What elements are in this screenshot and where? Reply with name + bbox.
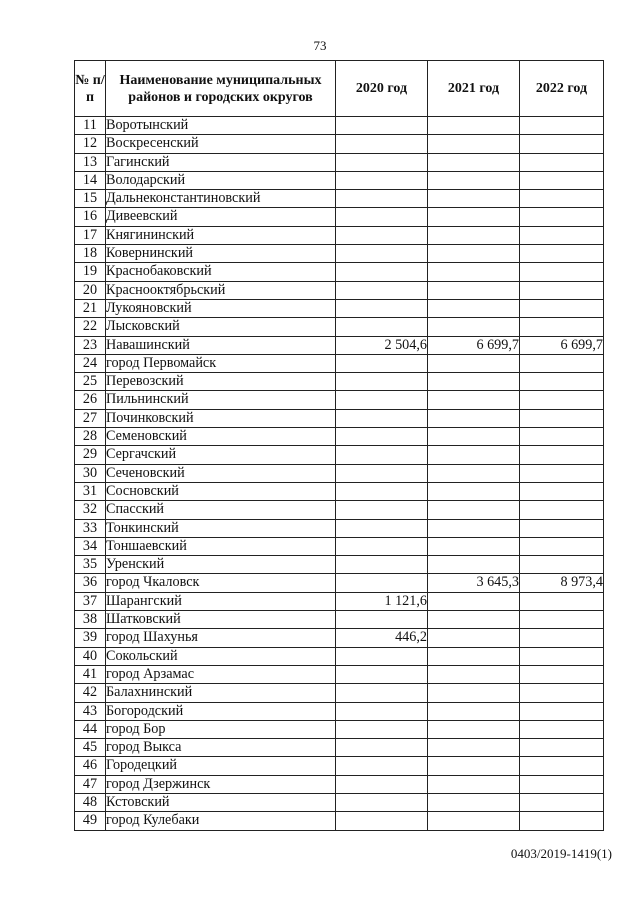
value-2020 bbox=[336, 647, 428, 665]
value-2021 bbox=[428, 757, 520, 775]
value-2022 bbox=[520, 665, 604, 683]
municipality-name: Лысковский bbox=[106, 318, 336, 336]
row-number: 16 bbox=[75, 208, 106, 226]
value-2022 bbox=[520, 446, 604, 464]
row-number: 22 bbox=[75, 318, 106, 336]
value-2020: 446,2 bbox=[336, 629, 428, 647]
table-row bbox=[75, 757, 604, 775]
value-2020 bbox=[336, 245, 428, 263]
table-row bbox=[75, 684, 604, 702]
value-2021 bbox=[428, 428, 520, 446]
value-2022 bbox=[520, 354, 604, 372]
municipality-name: город Чкаловск bbox=[106, 574, 336, 592]
municipality-name: Богородский bbox=[106, 702, 336, 720]
municipality-name: Шатковский bbox=[106, 611, 336, 629]
row-number: 43 bbox=[75, 702, 106, 720]
value-2020 bbox=[336, 757, 428, 775]
row-number: 35 bbox=[75, 556, 106, 574]
table-row bbox=[75, 428, 604, 446]
value-2022 bbox=[520, 812, 604, 830]
municipality-name: город Арзамас bbox=[106, 665, 336, 683]
value-2021 bbox=[428, 409, 520, 427]
row-number: 29 bbox=[75, 446, 106, 464]
table-row bbox=[75, 153, 604, 171]
value-2022 bbox=[520, 519, 604, 537]
value-2020 bbox=[336, 611, 428, 629]
municipality-name: Краснооктябрьский bbox=[106, 281, 336, 299]
value-2021 bbox=[428, 391, 520, 409]
value-2021 bbox=[428, 153, 520, 171]
municipality-name: Княгининский bbox=[106, 226, 336, 244]
table-body bbox=[75, 117, 604, 831]
table-row bbox=[75, 501, 604, 519]
row-number: 31 bbox=[75, 482, 106, 500]
value-2020: 2 504,6 bbox=[336, 336, 428, 354]
value-2022: 8 973,4 bbox=[520, 574, 604, 592]
value-2021 bbox=[428, 501, 520, 519]
value-2022 bbox=[520, 775, 604, 793]
value-2021 bbox=[428, 482, 520, 500]
value-2021: 6 699,7 bbox=[428, 336, 520, 354]
value-2021 bbox=[428, 354, 520, 372]
value-2021 bbox=[428, 739, 520, 757]
value-2021 bbox=[428, 373, 520, 391]
value-2020 bbox=[336, 117, 428, 135]
value-2021 bbox=[428, 226, 520, 244]
value-2021 bbox=[428, 647, 520, 665]
municipality-name: Дальнеконстантиновский bbox=[106, 190, 336, 208]
row-number: 19 bbox=[75, 263, 106, 281]
value-2022 bbox=[520, 629, 604, 647]
municipality-name: Воротынский bbox=[106, 117, 336, 135]
row-number: 18 bbox=[75, 245, 106, 263]
row-number: 39 bbox=[75, 629, 106, 647]
value-2020 bbox=[336, 739, 428, 757]
value-2021 bbox=[428, 702, 520, 720]
municipality-name: город Выкса bbox=[106, 739, 336, 757]
value-2021 bbox=[428, 592, 520, 610]
table-row bbox=[75, 812, 604, 830]
table-row bbox=[75, 208, 604, 226]
table-row bbox=[75, 373, 604, 391]
value-2022 bbox=[520, 281, 604, 299]
value-2020 bbox=[336, 299, 428, 317]
municipality-name: Навашинский bbox=[106, 336, 336, 354]
value-2021 bbox=[428, 281, 520, 299]
value-2021 bbox=[428, 245, 520, 263]
table-row bbox=[75, 793, 604, 811]
value-2021 bbox=[428, 208, 520, 226]
row-number: 21 bbox=[75, 299, 106, 317]
row-number: 38 bbox=[75, 611, 106, 629]
municipality-name: Сергачский bbox=[106, 446, 336, 464]
value-2020: 1 121,6 bbox=[336, 592, 428, 610]
value-2020 bbox=[336, 135, 428, 153]
municipality-name: Дивеевский bbox=[106, 208, 336, 226]
table-row bbox=[75, 537, 604, 555]
value-2022 bbox=[520, 647, 604, 665]
value-2022 bbox=[520, 556, 604, 574]
value-2022 bbox=[520, 135, 604, 153]
value-2022 bbox=[520, 611, 604, 629]
value-2021 bbox=[428, 812, 520, 830]
municipality-name: Починковский bbox=[106, 409, 336, 427]
municipality-name: Семеновский bbox=[106, 428, 336, 446]
value-2022 bbox=[520, 482, 604, 500]
row-number: 26 bbox=[75, 391, 106, 409]
value-2022 bbox=[520, 592, 604, 610]
value-2021 bbox=[428, 117, 520, 135]
table-row bbox=[75, 739, 604, 757]
row-number: 34 bbox=[75, 537, 106, 555]
row-number: 13 bbox=[75, 153, 106, 171]
table-row bbox=[75, 647, 604, 665]
value-2020 bbox=[336, 190, 428, 208]
value-2021 bbox=[428, 793, 520, 811]
municipality-name: Кстовский bbox=[106, 793, 336, 811]
table-row bbox=[75, 720, 604, 738]
value-2022 bbox=[520, 464, 604, 482]
row-number: 23 bbox=[75, 336, 106, 354]
value-2022 bbox=[520, 171, 604, 189]
header-2022: 2022 год bbox=[520, 61, 604, 117]
municipality-name: город Бор bbox=[106, 720, 336, 738]
table-row bbox=[75, 592, 604, 610]
table-row bbox=[75, 226, 604, 244]
row-number: 20 bbox=[75, 281, 106, 299]
value-2020 bbox=[336, 684, 428, 702]
row-number: 15 bbox=[75, 190, 106, 208]
value-2020 bbox=[336, 446, 428, 464]
header-2021: 2021 год bbox=[428, 61, 520, 117]
value-2020 bbox=[336, 226, 428, 244]
row-number: 37 bbox=[75, 592, 106, 610]
row-number: 42 bbox=[75, 684, 106, 702]
value-2020 bbox=[336, 482, 428, 500]
value-2022 bbox=[520, 208, 604, 226]
table-row bbox=[75, 611, 604, 629]
value-2020 bbox=[336, 574, 428, 592]
value-2020 bbox=[336, 208, 428, 226]
row-number: 48 bbox=[75, 793, 106, 811]
header-number: № п/п bbox=[75, 61, 106, 117]
table-row bbox=[75, 464, 604, 482]
municipality-name: Шарангский bbox=[106, 592, 336, 610]
row-number: 12 bbox=[75, 135, 106, 153]
value-2020 bbox=[336, 702, 428, 720]
value-2020 bbox=[336, 281, 428, 299]
value-2020 bbox=[336, 428, 428, 446]
value-2022 bbox=[520, 757, 604, 775]
table-row bbox=[75, 299, 604, 317]
value-2021 bbox=[428, 684, 520, 702]
row-number: 45 bbox=[75, 739, 106, 757]
municipality-name: Воскресенский bbox=[106, 135, 336, 153]
value-2021 bbox=[428, 263, 520, 281]
value-2020 bbox=[336, 171, 428, 189]
table-row bbox=[75, 482, 604, 500]
municipality-name: Спасский bbox=[106, 501, 336, 519]
value-2020 bbox=[336, 409, 428, 427]
municipality-name: Перевозский bbox=[106, 373, 336, 391]
table-row bbox=[75, 171, 604, 189]
municipality-name: Пильнинский bbox=[106, 391, 336, 409]
value-2020 bbox=[336, 519, 428, 537]
value-2022 bbox=[520, 793, 604, 811]
value-2020 bbox=[336, 501, 428, 519]
table-row bbox=[75, 629, 604, 647]
value-2022 bbox=[520, 739, 604, 757]
row-number: 40 bbox=[75, 647, 106, 665]
value-2022 bbox=[520, 409, 604, 427]
value-2021: 3 645,3 bbox=[428, 574, 520, 592]
header-2020: 2020 год bbox=[336, 61, 428, 117]
value-2021 bbox=[428, 775, 520, 793]
municipality-name: Городецкий bbox=[106, 757, 336, 775]
municipality-name: город Шахунья bbox=[106, 629, 336, 647]
value-2020 bbox=[336, 391, 428, 409]
municipality-name: Ковернинский bbox=[106, 245, 336, 263]
table-row bbox=[75, 318, 604, 336]
value-2022 bbox=[520, 263, 604, 281]
municipality-name: Володарский bbox=[106, 171, 336, 189]
table-row bbox=[75, 409, 604, 427]
municipality-name: Сокольский bbox=[106, 647, 336, 665]
value-2021 bbox=[428, 318, 520, 336]
value-2022 bbox=[520, 720, 604, 738]
table-row bbox=[75, 665, 604, 683]
value-2022 bbox=[520, 702, 604, 720]
row-number: 41 bbox=[75, 665, 106, 683]
document-code: 0403/2019-1419(1) bbox=[510, 846, 612, 861]
value-2022 bbox=[520, 428, 604, 446]
table-row bbox=[75, 190, 604, 208]
table-row bbox=[75, 702, 604, 720]
municipality-name: Гагинский bbox=[106, 153, 336, 171]
value-2022 bbox=[520, 391, 604, 409]
table-row bbox=[75, 245, 604, 263]
table-row bbox=[75, 556, 604, 574]
row-number: 32 bbox=[75, 501, 106, 519]
row-number: 36 bbox=[75, 574, 106, 592]
table-row bbox=[75, 574, 604, 592]
value-2022 bbox=[520, 318, 604, 336]
municipality-name: город Дзержинск bbox=[106, 775, 336, 793]
value-2021 bbox=[428, 556, 520, 574]
value-2022 bbox=[520, 117, 604, 135]
value-2022 bbox=[520, 190, 604, 208]
table-row bbox=[75, 391, 604, 409]
municipality-name: Сосновский bbox=[106, 482, 336, 500]
row-number: 30 bbox=[75, 464, 106, 482]
value-2022: 6 699,7 bbox=[520, 336, 604, 354]
table-row bbox=[75, 336, 604, 354]
value-2021 bbox=[428, 190, 520, 208]
municipality-name: Краснобаковский bbox=[106, 263, 336, 281]
value-2021 bbox=[428, 519, 520, 537]
value-2020 bbox=[336, 354, 428, 372]
value-2021 bbox=[428, 537, 520, 555]
value-2020 bbox=[336, 556, 428, 574]
value-2020 bbox=[336, 318, 428, 336]
value-2021 bbox=[428, 629, 520, 647]
row-number: 49 bbox=[75, 812, 106, 830]
municipality-name: Тоншаевский bbox=[106, 537, 336, 555]
value-2022 bbox=[520, 153, 604, 171]
municipality-name: Лукояновский bbox=[106, 299, 336, 317]
municipality-name: Тонкинский bbox=[106, 519, 336, 537]
row-number: 28 bbox=[75, 428, 106, 446]
table-header-row bbox=[75, 61, 604, 117]
table-row bbox=[75, 519, 604, 537]
value-2021 bbox=[428, 720, 520, 738]
value-2021 bbox=[428, 464, 520, 482]
value-2020 bbox=[336, 793, 428, 811]
value-2022 bbox=[520, 245, 604, 263]
row-number: 11 bbox=[75, 117, 106, 135]
value-2022 bbox=[520, 373, 604, 391]
row-number: 25 bbox=[75, 373, 106, 391]
table-row bbox=[75, 281, 604, 299]
municipality-name: Балахнинский bbox=[106, 684, 336, 702]
row-number: 14 bbox=[75, 171, 106, 189]
value-2020 bbox=[336, 537, 428, 555]
page-number: 73 bbox=[313, 38, 327, 53]
table-row bbox=[75, 775, 604, 793]
value-2022 bbox=[520, 299, 604, 317]
value-2020 bbox=[336, 775, 428, 793]
header-name: Наименование муниципальных районов и городских округов bbox=[106, 61, 336, 117]
table-row bbox=[75, 263, 604, 281]
value-2020 bbox=[336, 263, 428, 281]
budget-table bbox=[74, 60, 604, 831]
row-number: 46 bbox=[75, 757, 106, 775]
value-2021 bbox=[428, 611, 520, 629]
value-2020 bbox=[336, 153, 428, 171]
value-2020 bbox=[336, 464, 428, 482]
value-2020 bbox=[336, 373, 428, 391]
row-number: 24 bbox=[75, 354, 106, 372]
municipality-name: Сеченовский bbox=[106, 464, 336, 482]
municipality-name: Уренский bbox=[106, 556, 336, 574]
table-row bbox=[75, 354, 604, 372]
value-2021 bbox=[428, 135, 520, 153]
table-row bbox=[75, 446, 604, 464]
row-number: 27 bbox=[75, 409, 106, 427]
municipality-name: город Кулебаки bbox=[106, 812, 336, 830]
municipality-name: город Первомайск bbox=[106, 354, 336, 372]
table-row bbox=[75, 117, 604, 135]
table-row bbox=[75, 135, 604, 153]
value-2022 bbox=[520, 226, 604, 244]
value-2020 bbox=[336, 665, 428, 683]
value-2022 bbox=[520, 501, 604, 519]
row-number: 44 bbox=[75, 720, 106, 738]
value-2021 bbox=[428, 299, 520, 317]
value-2022 bbox=[520, 537, 604, 555]
value-2022 bbox=[520, 684, 604, 702]
row-number: 47 bbox=[75, 775, 106, 793]
row-number: 33 bbox=[75, 519, 106, 537]
value-2021 bbox=[428, 665, 520, 683]
value-2021 bbox=[428, 171, 520, 189]
value-2020 bbox=[336, 720, 428, 738]
value-2021 bbox=[428, 446, 520, 464]
row-number: 17 bbox=[75, 226, 106, 244]
value-2020 bbox=[336, 812, 428, 830]
